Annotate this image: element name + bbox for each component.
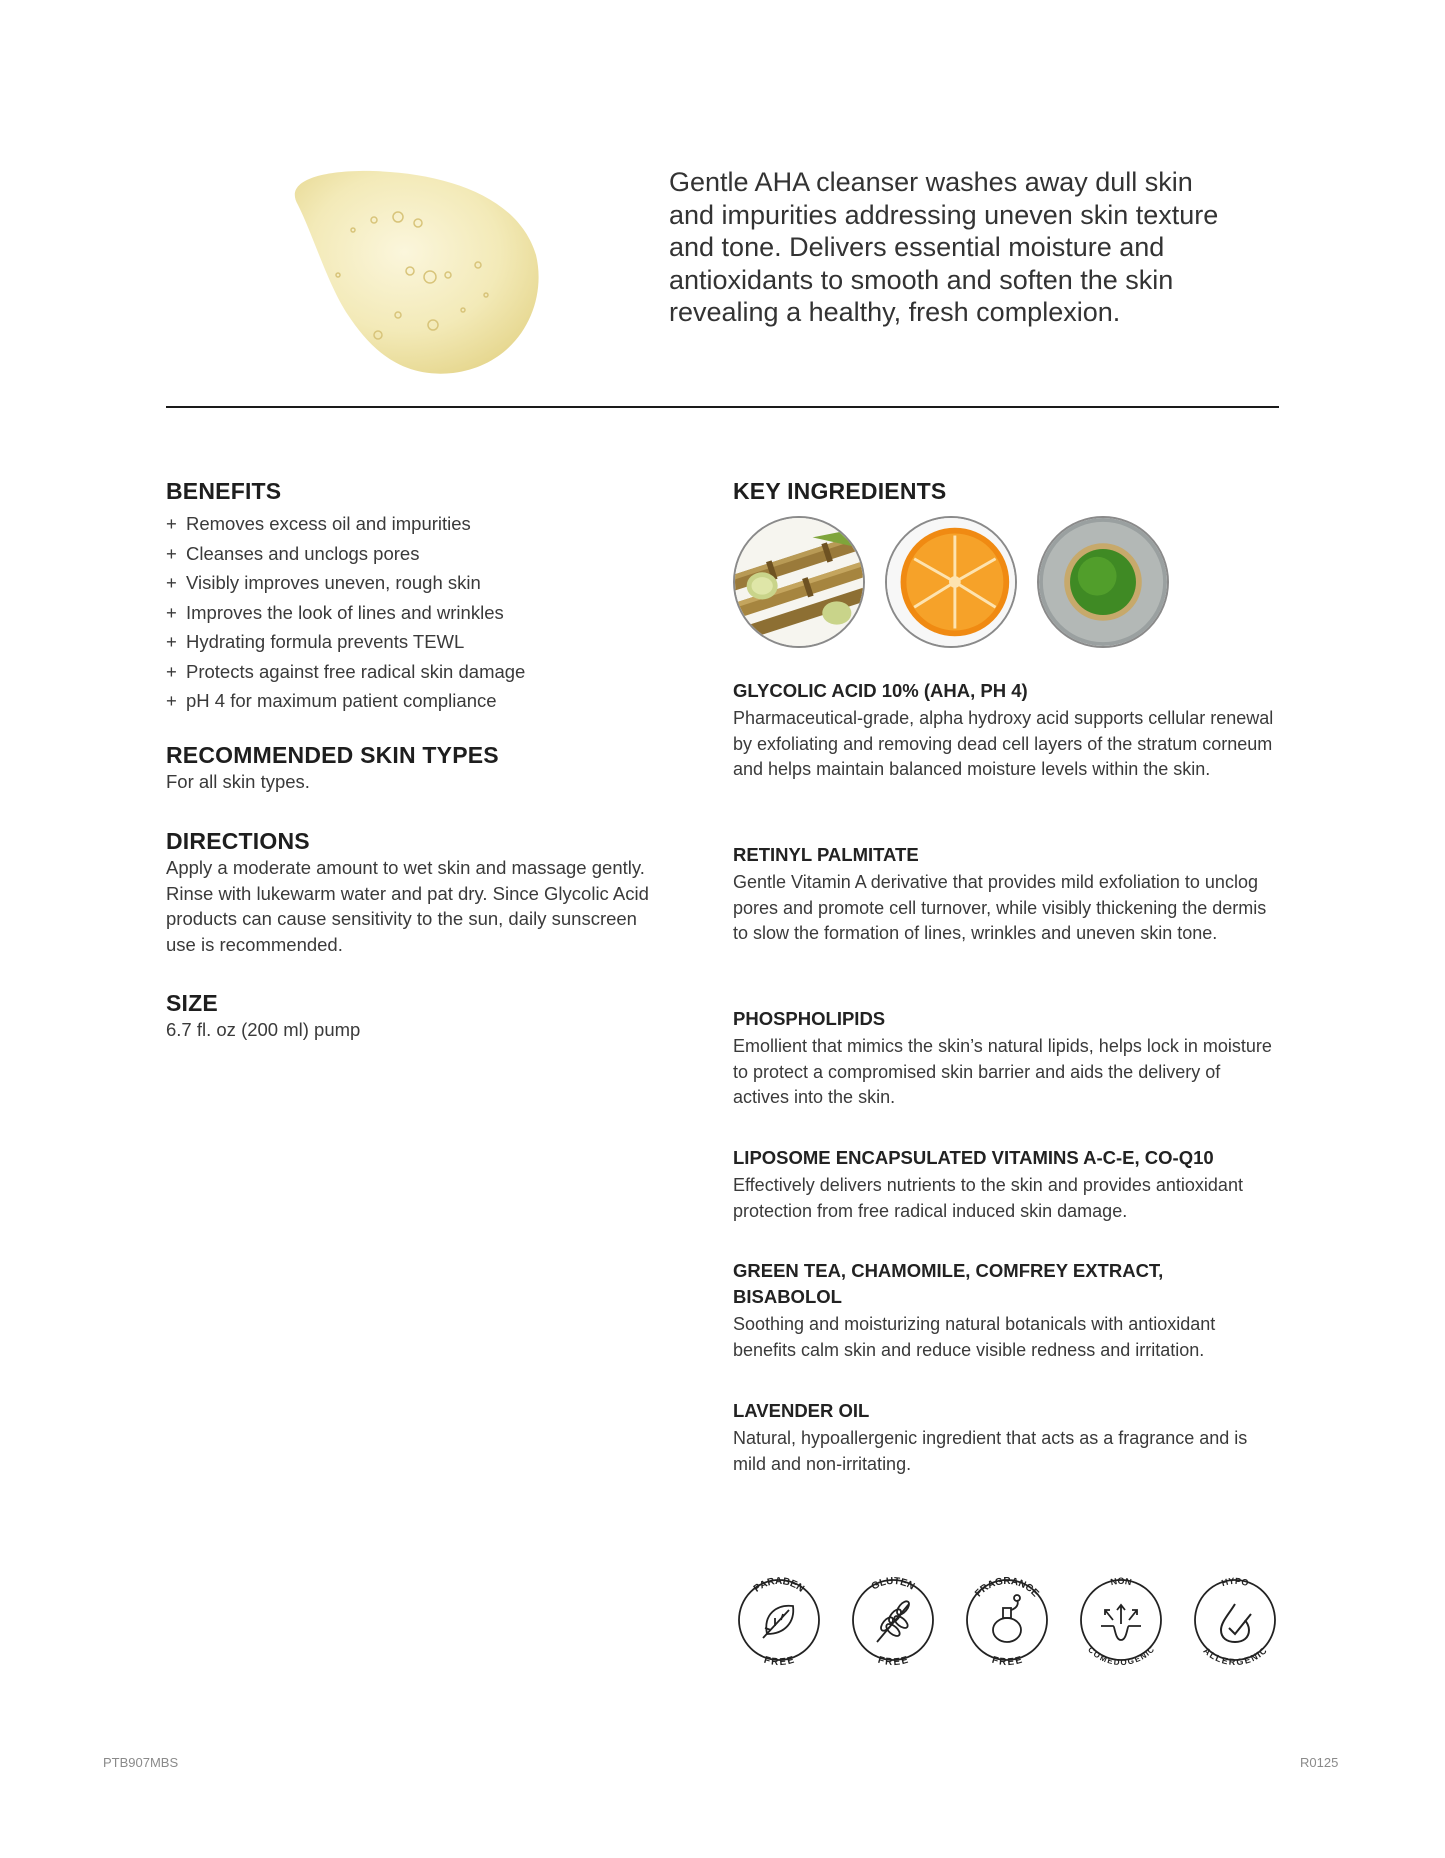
perfume-bottle-icon <box>993 1595 1021 1642</box>
ingredient-item: RETINYL PALMITATE Gentle Vitamin A derivative that provides mild exfoliation to unclog pores and promote cell turnover, while visibly thickening the dermis to slow the formation of lines, wrinkles and uneven skin tone. <box>733 844 1267 943</box>
non-comedogenic-badge <box>1075 1568 1167 1672</box>
sugarcane-image <box>733 516 865 648</box>
svg-text:HYPO: HYPO <box>1220 1575 1250 1589</box>
revision-code: R0125 <box>1300 1755 1339 1770</box>
ingredient-item: GREEN TEA, CHAMOMILE, COMFREY EXTRACT, BISABOLOL Soothing and moisturizing natural botanicals with antioxidant benefits calm skin and reduce visible redness and irritation. <box>733 1260 1216 1360</box>
size-section <box>166 990 656 1043</box>
svg-text:FREE: FREE <box>762 1654 796 1669</box>
svg-text:FREE: FREE <box>876 1654 910 1669</box>
drop-check-icon <box>1221 1604 1251 1642</box>
orange-image <box>885 516 1017 648</box>
directions-heading: DIRECTIONS <box>166 828 310 854</box>
directions-section <box>166 828 656 957</box>
ingredient-images <box>733 516 1193 656</box>
benefits-list <box>166 509 656 716</box>
hypoallergenic-badge <box>1189 1568 1281 1672</box>
skin-types-section <box>166 742 656 795</box>
svg-text:NON: NON <box>1109 1576 1133 1588</box>
list-item: + Removes excess oil and impurities <box>166 513 471 534</box>
ingredient-item: PHOSPHOLIPIDS Emollient that mimics the skin’s natural lipids, helps lock in moisture to protect a compromised skin barrier and aids the delivery of actives into the skin. <box>733 1008 1272 1107</box>
product-texture-image <box>278 165 548 380</box>
skin-types-heading: RECOMMENDED SKIN TYPES <box>166 742 499 768</box>
gluten-free-badge <box>847 1568 939 1672</box>
matcha-tea-image <box>1037 516 1169 648</box>
list-item: + Improves the look of lines and wrinkles <box>166 601 504 623</box>
svg-text:COMEDOGENIC: COMEDOGENIC <box>1086 1645 1156 1668</box>
certification-badges <box>733 1568 1293 1678</box>
product-code: PTB907MBS <box>103 1755 179 1770</box>
key-ingredients-heading: KEY INGREDIENTS <box>733 478 947 504</box>
benefits-section <box>166 478 656 716</box>
size-heading: SIZE <box>166 990 218 1016</box>
list-item: + Cleanses and unclogs pores <box>166 542 420 564</box>
svg-text:ALLERGENIC: ALLERGENIC <box>1201 1645 1269 1668</box>
paraben-free-badge <box>733 1568 825 1672</box>
right-column <box>733 478 1293 1474</box>
list-item: + Visibly improves uneven, rough skin <box>166 572 481 593</box>
pore-icon <box>1101 1605 1141 1640</box>
svg-text:GLUTEN: GLUTEN <box>869 1575 917 1593</box>
benefits-heading: BENEFITS <box>166 478 282 504</box>
svg-text:FREE: FREE <box>990 1654 1024 1669</box>
list-item: + Hydrating formula prevents TEWL <box>166 631 465 652</box>
svg-text:PARABEN: PARABEN <box>751 1575 807 1595</box>
leaf-icon <box>763 1606 793 1638</box>
list-item: + pH 4 for maximum patient compliance <box>166 690 497 711</box>
ingredient-item: LIPOSOME ENCAPSULATED VITAMINS A-C-E, CO-Q10 Effectively delivers nutrients to the skin and provides antioxidant protection from free radical induced skin damage. <box>733 1147 1243 1221</box>
wheat-icon <box>877 1599 911 1642</box>
svg-text:FRAGRANCE: FRAGRANCE <box>973 1575 1041 1600</box>
divider <box>166 406 1279 408</box>
skin-types-text: For all skin types. <box>166 771 310 792</box>
list-item: + Protects against free radical skin damage <box>166 660 526 682</box>
ingredient-item: LAVENDER OIL Natural, hypoallergenic ingredient that acts as a fragrance and is mild and non-irritating. <box>733 1400 1248 1474</box>
ingredient-item: GLYCOLIC ACID 10% (AHA, PH 4) Pharmaceutical-grade, alpha hydroxy acid supports cellular renewal by exfoliating and removing dead cell layers of the stratum corneum and helps maintain balanced moisture levels within the skin. <box>733 680 1274 779</box>
size-text: 6.7 fl. oz (200 ml) pump <box>166 1019 361 1040</box>
product-intro: Gentle AHA cleanser washes away dull skin and impurities addressing uneven skin texture and tone. Delivers essential moisture and antioxidants to smooth and soften the skin revealing a healthy, fresh complexion. <box>669 167 1219 327</box>
fragrance-free-badge <box>961 1568 1053 1672</box>
directions-text: Apply a moderate amount to wet skin and massage gently. Rinse with lukewarm water and pat dry. Since Glycolic Acid products can cause sensitivity to the sun, daily sunscreen use is recommended. <box>166 857 649 955</box>
